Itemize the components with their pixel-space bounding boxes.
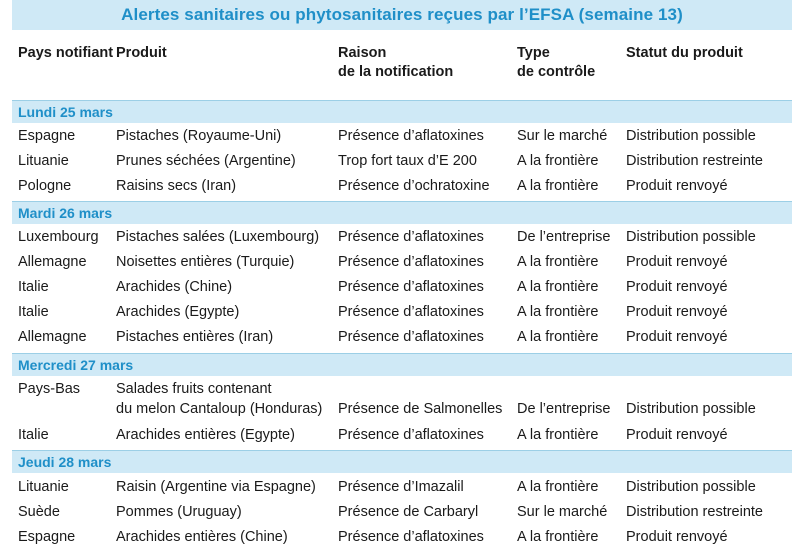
cell-type: A la frontière — [517, 279, 599, 295]
cell-type: A la frontière — [517, 153, 599, 169]
cell-produit: Raisin (Argentine via Espagne) — [116, 479, 316, 495]
day-label: Lundi 25 mars — [18, 104, 113, 120]
cell-type: A la frontière — [517, 304, 599, 320]
cell-type: A la frontière — [517, 529, 599, 545]
cell-pays: Italie — [18, 427, 49, 443]
header-type-line2: de contrôle — [517, 64, 596, 80]
header-produit: Produit — [116, 45, 167, 61]
cell-statut: Distribution possible — [626, 229, 756, 245]
cell-raison: Présence d’ochratoxine — [338, 178, 490, 194]
cell-type: Sur le marché — [517, 504, 608, 520]
cell-produit: Noisettes entières (Turquie) — [116, 254, 295, 270]
cell-statut: Produit renvoyé — [626, 254, 728, 270]
cell-type: A la frontière — [517, 479, 599, 495]
cell-statut: Distribution restreinte — [626, 504, 763, 520]
cell-produit: Pistaches (Royaume-Uni) — [116, 128, 282, 144]
cell-pays: Espagne — [18, 529, 76, 545]
cell-statut: Distribution possible — [626, 479, 756, 495]
day-label: Mardi 26 mars — [18, 205, 113, 221]
day-row-jeudi — [12, 451, 792, 473]
cell-raison: Trop fort taux d’E 200 — [338, 153, 477, 169]
cell-statut: Produit renvoyé — [626, 329, 728, 345]
cell-type: A la frontière — [517, 178, 599, 194]
cell-type: A la frontière — [517, 329, 599, 345]
cell-pays: Allemagne — [18, 329, 87, 345]
cell-statut: Produit renvoyé — [626, 427, 728, 443]
cell-pays: Lituanie — [18, 153, 69, 169]
cell-raison: Présence de Salmonelles — [338, 401, 503, 417]
cell-raison: Présence de Carbaryl — [338, 504, 479, 520]
table-header — [12, 30, 792, 98]
cell-type: De l’entreprise — [517, 401, 611, 417]
cell-produit-line1: Salades fruits contenant — [116, 381, 272, 397]
cell-produit: Pistaches salées (Luxembourg) — [116, 229, 320, 245]
cell-statut: Produit renvoyé — [626, 279, 728, 295]
cell-raison: Présence d’aflatoxines — [338, 304, 484, 320]
cell-raison: Présence d’Imazalil — [338, 479, 464, 495]
cell-raison: Présence d’aflatoxines — [338, 279, 484, 295]
day-row-lundi — [12, 101, 792, 123]
cell-pays: Lituanie — [18, 479, 69, 495]
header-raison-line2: de la notification — [338, 64, 454, 80]
day-label: Jeudi 28 mars — [18, 454, 112, 470]
cell-pays: Italie — [18, 279, 49, 295]
header-pays: Pays notifiant — [18, 45, 114, 61]
day-row-mardi — [12, 202, 792, 224]
cell-type: A la frontière — [517, 427, 599, 443]
table-title-bar — [12, 0, 792, 30]
cell-type: Sur le marché — [517, 128, 608, 144]
cell-produit: Arachides entières (Egypte) — [116, 427, 295, 443]
cell-pays: Pays-Bas — [18, 381, 81, 397]
cell-statut: Produit renvoyé — [626, 304, 728, 320]
cell-raison: Présence d’aflatoxines — [338, 427, 484, 443]
cell-raison: Présence d’aflatoxines — [338, 128, 484, 144]
cell-statut: Distribution restreinte — [626, 153, 763, 169]
cell-produit: Arachides (Egypte) — [116, 304, 240, 320]
cell-raison: Présence d’aflatoxines — [338, 529, 484, 545]
cell-produit: du melon Cantaloup (Honduras) — [116, 401, 323, 417]
header-type-line1: Type — [517, 45, 550, 61]
day-row-mercredi — [12, 354, 792, 376]
header-raison-line1: Raison — [338, 45, 387, 61]
cell-type: De l’entreprise — [517, 229, 611, 245]
cell-statut: Produit renvoyé — [626, 178, 728, 194]
cell-produit: Prunes séchées (Argentine) — [116, 153, 296, 169]
header-statut: Statut du produit — [626, 45, 743, 61]
cell-produit: Pommes (Uruguay) — [116, 504, 242, 520]
cell-raison: Présence d’aflatoxines — [338, 254, 484, 270]
cell-statut: Distribution possible — [626, 128, 756, 144]
cell-pays: Luxembourg — [18, 229, 99, 245]
cell-produit: Arachides (Chine) — [116, 279, 233, 295]
cell-produit: Pistaches entières (Iran) — [116, 329, 274, 345]
cell-produit: Raisins secs (Iran) — [116, 178, 237, 194]
cell-statut: Distribution possible — [626, 401, 756, 417]
cell-raison: Présence d’aflatoxines — [338, 329, 484, 345]
cell-pays: Pologne — [18, 178, 72, 194]
cell-pays: Italie — [18, 304, 49, 320]
cell-type: A la frontière — [517, 254, 599, 270]
cell-statut: Produit renvoyé — [626, 529, 728, 545]
table-title: Alertes sanitaires ou phytosanitaires reçues par l’EFSA (semaine 13) — [121, 5, 683, 24]
cell-pays: Suède — [18, 504, 60, 520]
cell-pays: Allemagne — [18, 254, 87, 270]
cell-pays: Espagne — [18, 128, 76, 144]
cell-raison: Présence d’aflatoxines — [338, 229, 484, 245]
day-label: Mercredi 27 mars — [18, 357, 134, 373]
cell-produit: Arachides entières (Chine) — [116, 529, 288, 545]
header-type — [517, 44, 595, 82]
header-raison — [338, 44, 453, 82]
